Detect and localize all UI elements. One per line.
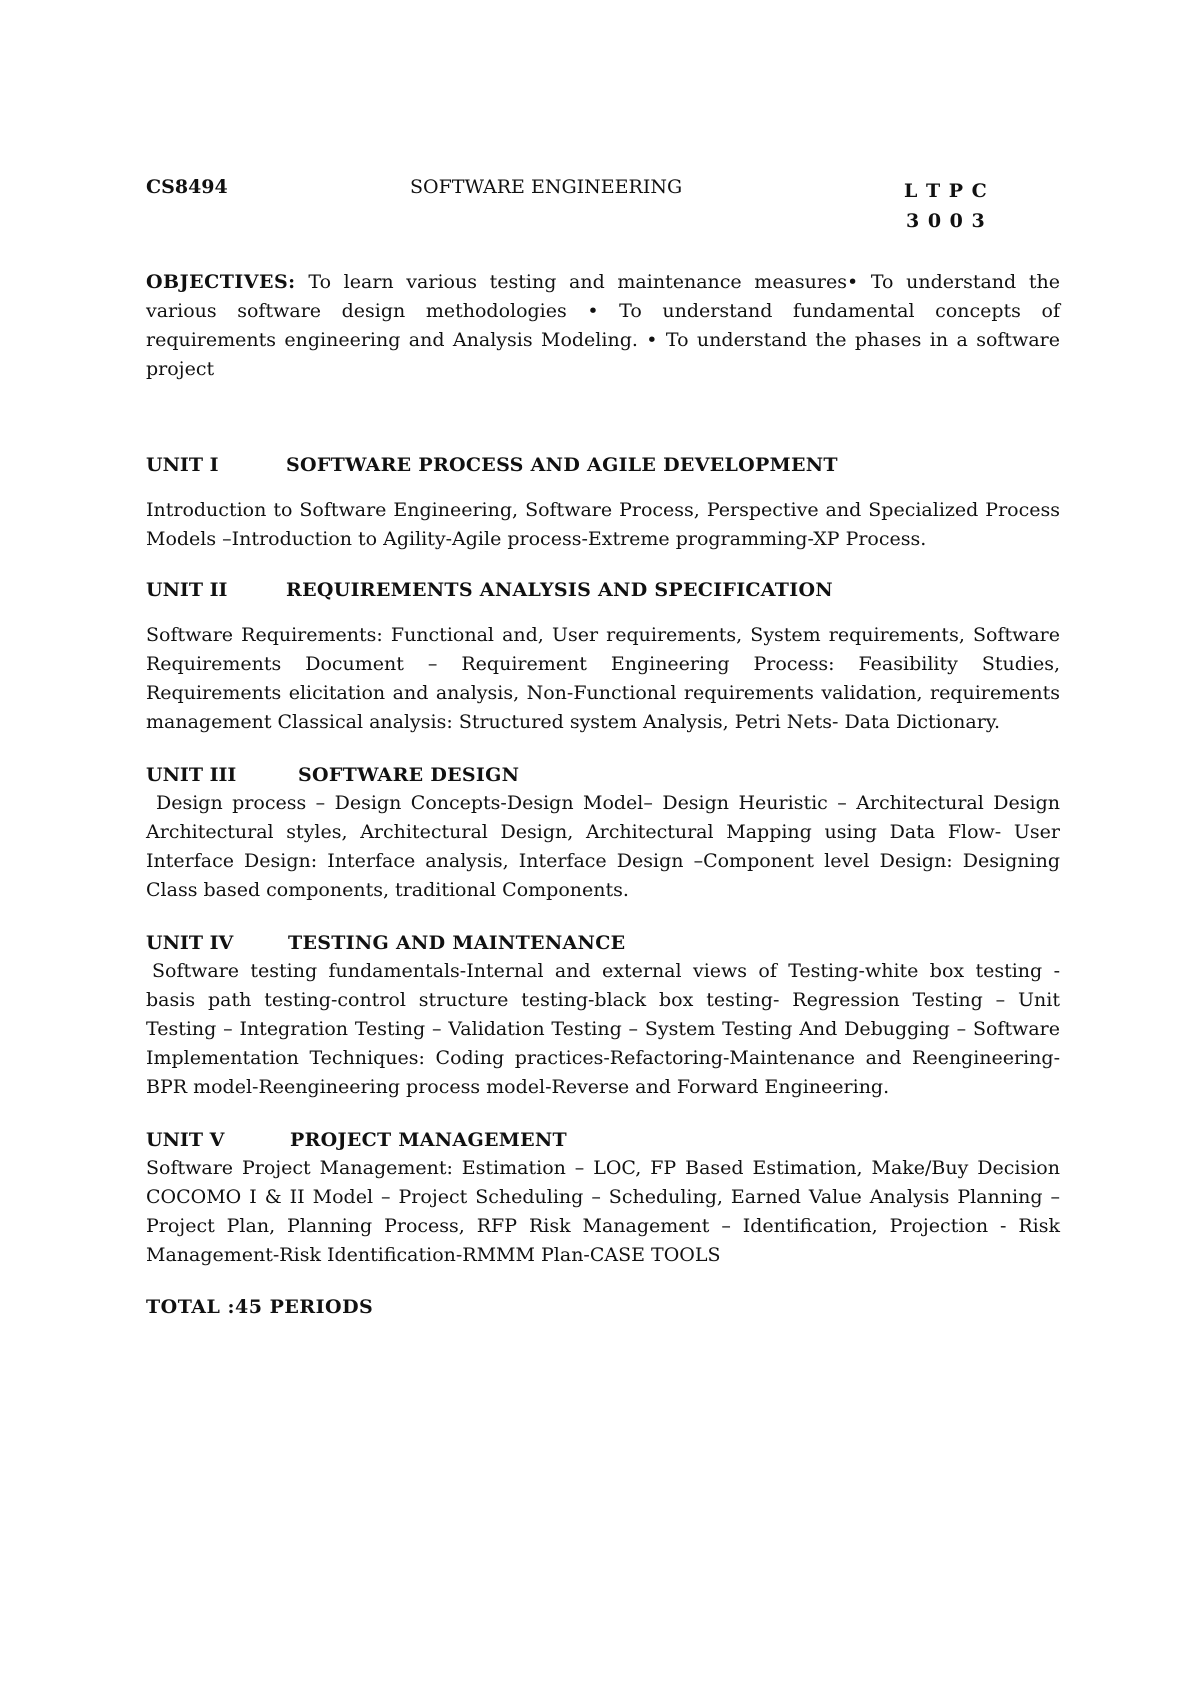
unit-2 <box>146 576 1060 737</box>
unit-number: UNIT IV <box>146 932 234 954</box>
unit-body: Design process – Design Concepts-Design Model– Design Heuristic – Architectural Design Architectural styles, Architectural Design, Architectural Mapping using Data Flow- User Interface Design: Interface analysis, Interface Design –Component level Design: Designing Class based components, traditional Components. <box>146 792 1060 901</box>
unit-title: SOFTWARE PROCESS AND AGILE DEVELOPMENT <box>286 454 838 476</box>
objectives-section <box>146 268 1060 384</box>
unit-title: TESTING AND MAINTENANCE <box>288 932 626 954</box>
unit-heading <box>146 929 1060 957</box>
unit-body: Software testing fundamentals-Internal and external views of Testing-white box testing - basis path testing-control structure testing-black box testing- Regression Testing – Unit Testing – Integration Testing – Validation Testing – System Testing And Debugging – Software Implementation Techniques: Coding practices-Refactoring-Maintenance and Reengineering-BPR model-Reengineering process model-Reverse and Forward Engineering. <box>146 960 1060 1098</box>
unit-title: SOFTWARE DESIGN <box>298 764 520 786</box>
unit-5 <box>146 1126 1060 1270</box>
unit-body: Introduction to Software Engineering, Software Process, Perspective and Specialized Process Models –Introduction to Agility-Agile process-Extreme programming-XP Process. <box>146 499 1060 550</box>
unit-number: UNIT III <box>146 764 237 786</box>
course-code: CS8494 <box>146 176 228 198</box>
unit-4 <box>146 929 1060 1102</box>
ltpc-block <box>904 176 988 236</box>
total-periods: TOTAL :45 PERIODS <box>146 1296 374 1318</box>
course-title: SOFTWARE ENGINEERING <box>410 176 683 198</box>
unit-1 <box>146 451 1060 554</box>
unit-number: UNIT V <box>146 1129 225 1151</box>
course-header <box>146 170 1060 230</box>
unit-heading <box>146 576 1060 604</box>
unit-body: Software Project Management: Estimation – LOC, FP Based Estimation, Make/Buy Decision COCOMO I & II Model – Project Scheduling – Scheduling, Earned Value Analysis Planning – Project Plan, Planning Process, RFP Risk Management – Identification, Projection - Risk Management-Risk Identification-RMMM Plan-CASE TOOLS <box>146 1157 1060 1266</box>
unit-heading <box>146 451 1060 479</box>
unit-number: UNIT II <box>146 579 228 601</box>
unit-heading <box>146 761 1060 789</box>
objectives-label: OBJECTIVES: <box>146 271 296 293</box>
unit-title: REQUIREMENTS ANALYSIS AND SPECIFICATION <box>286 579 833 601</box>
objectives-text: To learn various testing and maintenance measures• To understand the various software design methodologies • To understand fundamental concepts of requirements engineering and Analysis Modeling. • To understand the phases in a software project <box>146 271 1060 380</box>
unit-3 <box>146 761 1060 905</box>
syllabus-document <box>146 170 1060 1318</box>
unit-body: Software Requirements: Functional and, User requirements, System requirements, Software Requirements Document – Requirement Engineering Process: Feasibility Studies, Requirements elicitation and analysis, Non-Functional requirements validation, requirements management Classical analysis: Structured system Analysis, Petri Nets- Data Dictionary. <box>146 624 1060 733</box>
ltpc-label: L T P C <box>904 180 988 202</box>
unit-heading <box>146 1126 1060 1154</box>
unit-number: UNIT I <box>146 454 219 476</box>
ltpc-values: 3 0 0 3 <box>906 210 986 232</box>
unit-title: PROJECT MANAGEMENT <box>290 1129 567 1151</box>
